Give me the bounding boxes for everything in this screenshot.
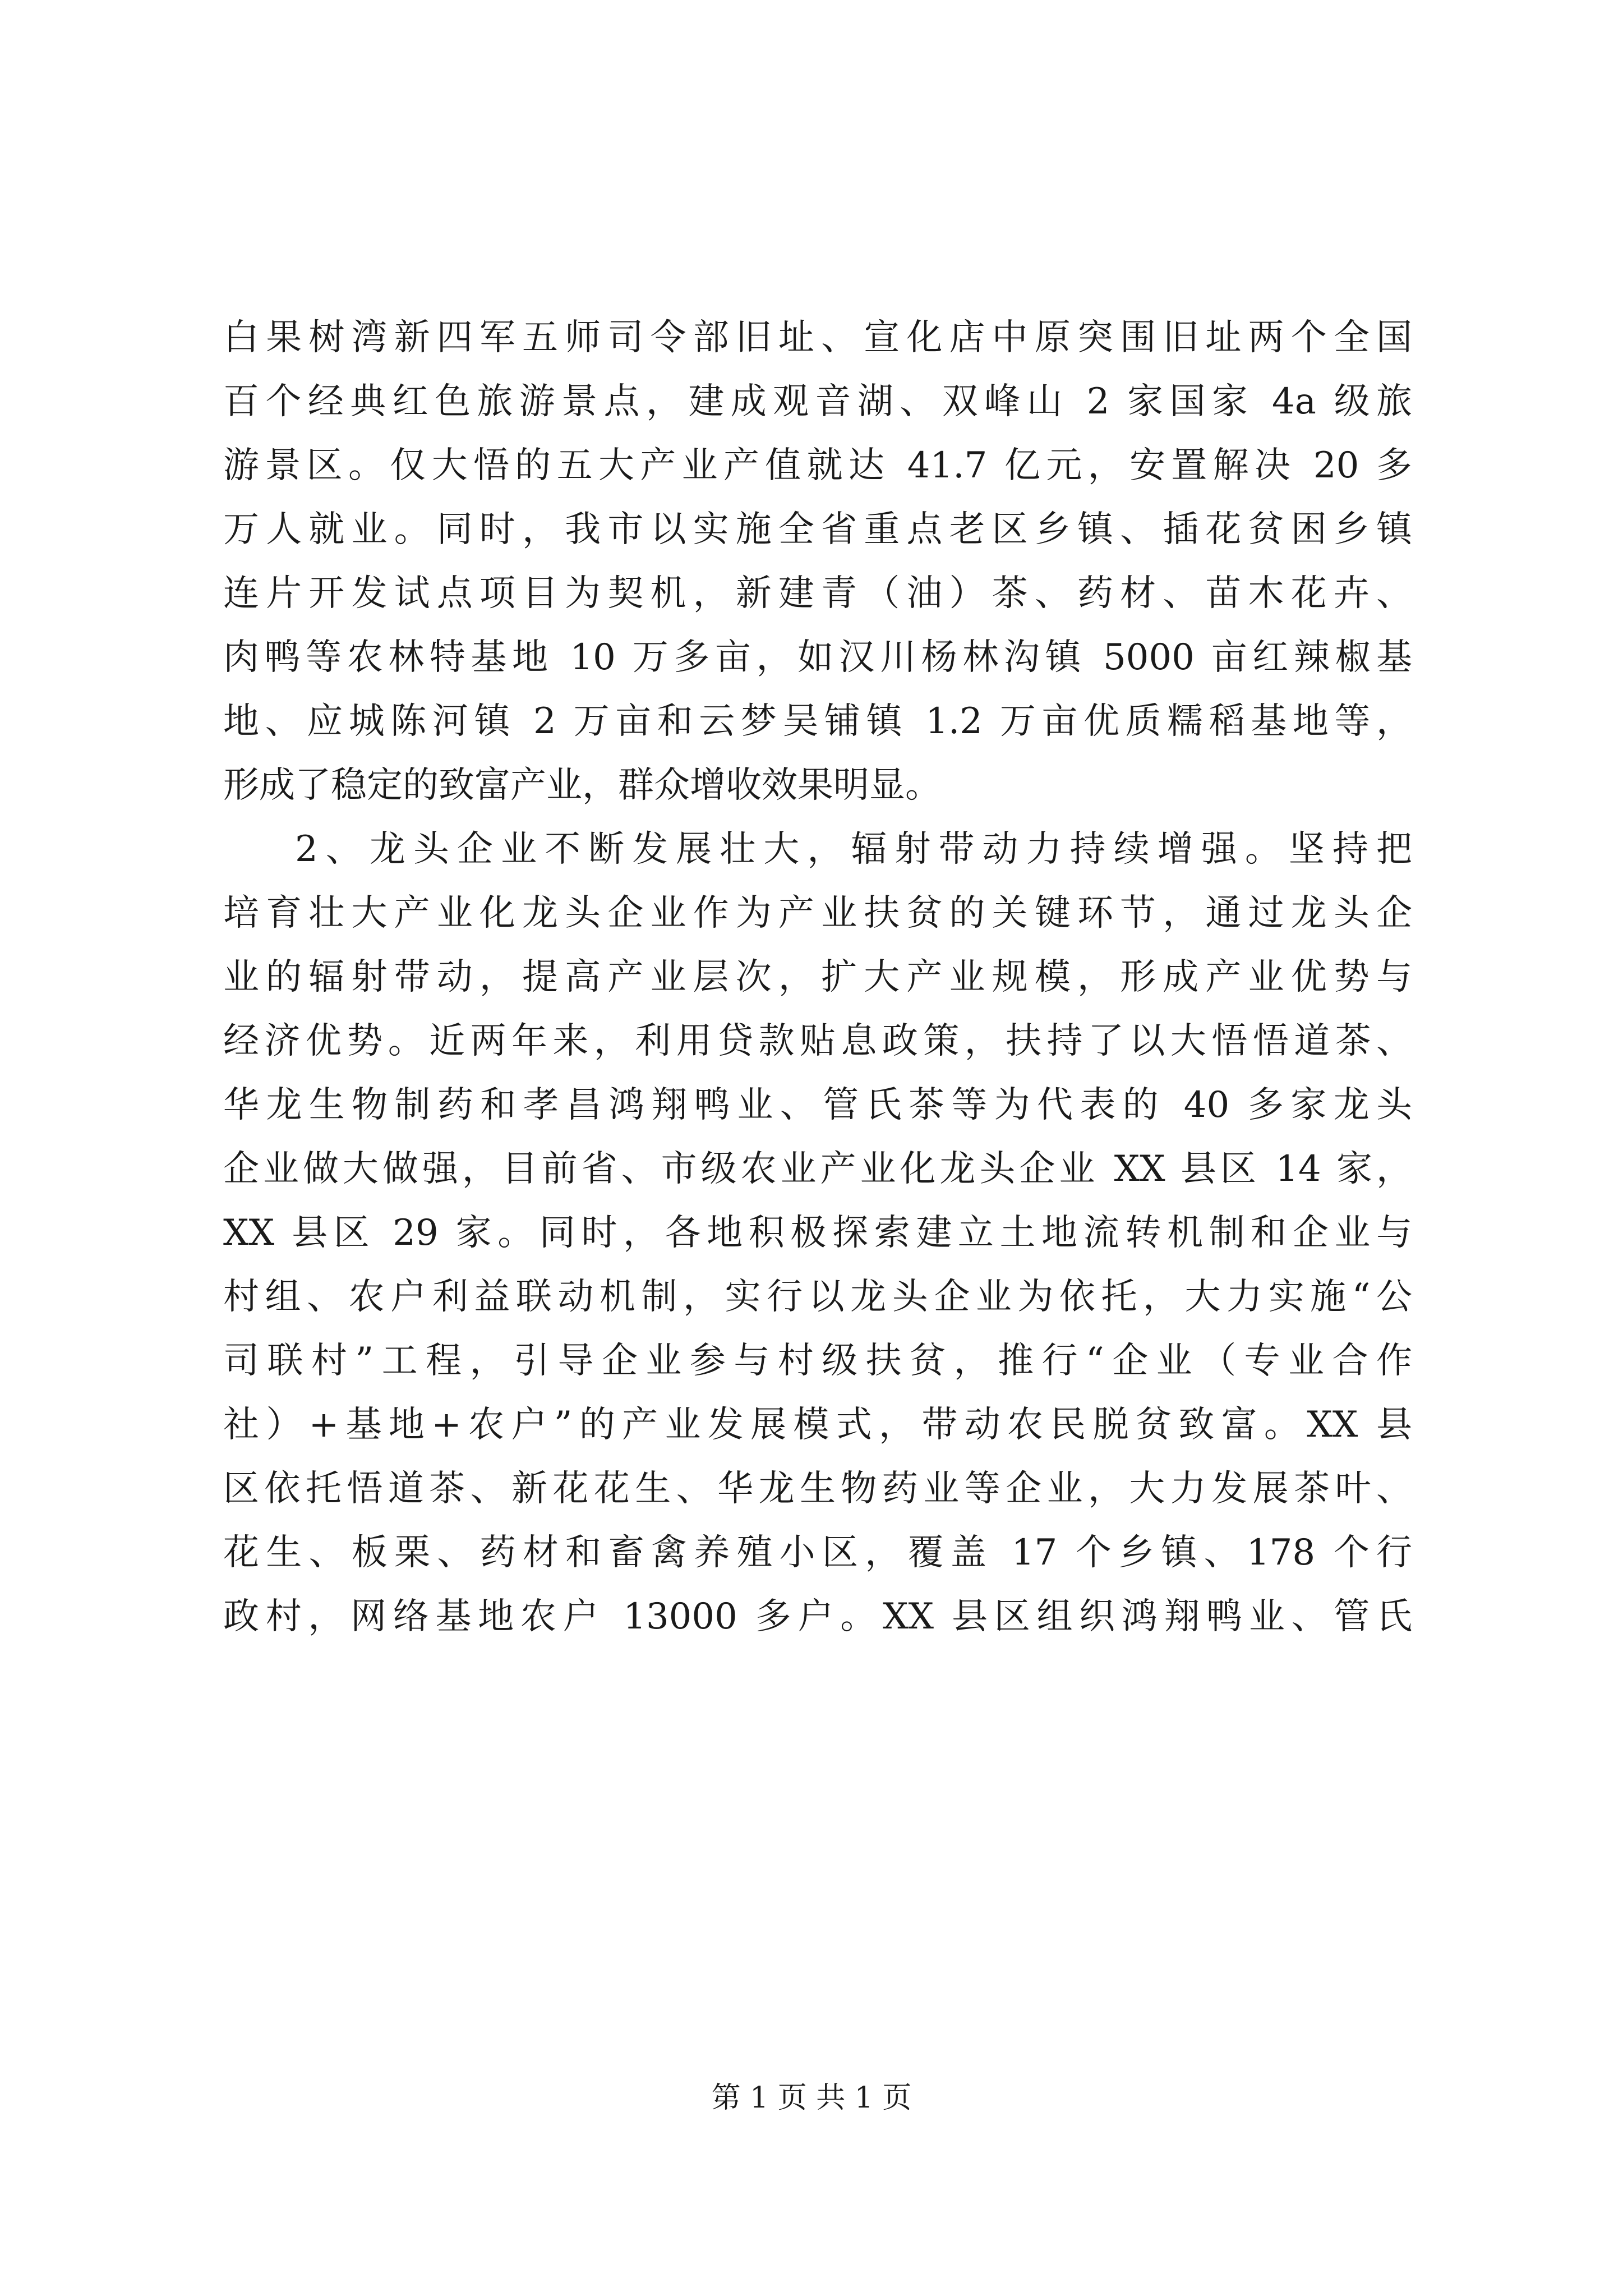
page-footer: 第 1 页 共 1 页 (711, 2081, 912, 2115)
text-line-4: 万人就业。同时，我市以实施全省重点老区乡镇、插花贫困乡镇 (223, 509, 1412, 550)
text-line-5: 连片开发试点项目为契机，新建青（油）茶、药材、苗木花卉、 (223, 573, 1412, 614)
text-line-9: 2、龙头企业不断发展壮大，辐射带动力持续增强。坚持把 (295, 829, 1412, 870)
text-line-21: 政村，网络基地农户 13000 多户。XX 县区组织鸿翔鸭业、管氏 (223, 1596, 1412, 1637)
text-line-18: 社）+基地+农户”的产业发展模式，带动农民脱贫致富。XX 县 (223, 1404, 1412, 1446)
text-line-1: 白果树湾新四军五师司令部旧址、宣化店中原突围旧址两个全国 (223, 317, 1412, 358)
text-line-7: 地、应城陈河镇 2 万亩和云梦吴铺镇 1.2 万亩优质糯稻基地等， (223, 701, 1412, 742)
text-line-6: 肉鸭等农林特基地 10 万多亩，如汉川杨林沟镇 5000 亩红辣椒基 (223, 637, 1412, 678)
text-line-10: 培育壮大产业化龙头企业作为产业扶贫的关键环节，通过龙头企 (223, 892, 1412, 934)
text-line-16: 村组、农户利益联动机制，实行以龙头企业为依托，大力实施“公 (223, 1276, 1412, 1318)
text-line-20: 花生、板栗、药材和畜禽养殖小区，覆盖 17 个乡镇、178 个行 (223, 1532, 1412, 1573)
text-line-17: 司联村”工程，引导企业参与村级扶贫，推行“企业（专业合作 (223, 1340, 1412, 1382)
text-line-3: 游景区。仅大悟的五大产业产值就达 41.7 亿元，安置解决 20 多 (223, 445, 1412, 486)
text-line-14: 企业做大做强，目前省、市级农业产业化龙头企业 XX 县区 14 家， (223, 1148, 1412, 1190)
text-line-8: 形成了稳定的致富产业，群众增收效果明显。 (223, 765, 941, 806)
text-line-12: 经济优势。近两年来，利用贷款贴息政策，扶持了以大悟悟道茶、 (223, 1020, 1412, 1062)
text-line-15: XX 县区 29 家。同时，各地积极探索建立土地流转机制和企业与 (223, 1212, 1412, 1254)
text-line-11: 业的辐射带动，提高产业层次，扩大产业规模，形成产业优势与 (223, 956, 1412, 998)
text-line-13: 华龙生物制药和孝昌鸿翔鸭业、管氏茶等为代表的 40 多家龙头 (223, 1084, 1412, 1126)
text-line-2: 百个经典红色旅游景点，建成观音湖、双峰山 2 家国家 4a 级旅 (223, 381, 1412, 422)
text-line-19: 区依托悟道茶、新花花生、华龙生物药业等企业，大力发展茶叶、 (223, 1468, 1412, 1510)
